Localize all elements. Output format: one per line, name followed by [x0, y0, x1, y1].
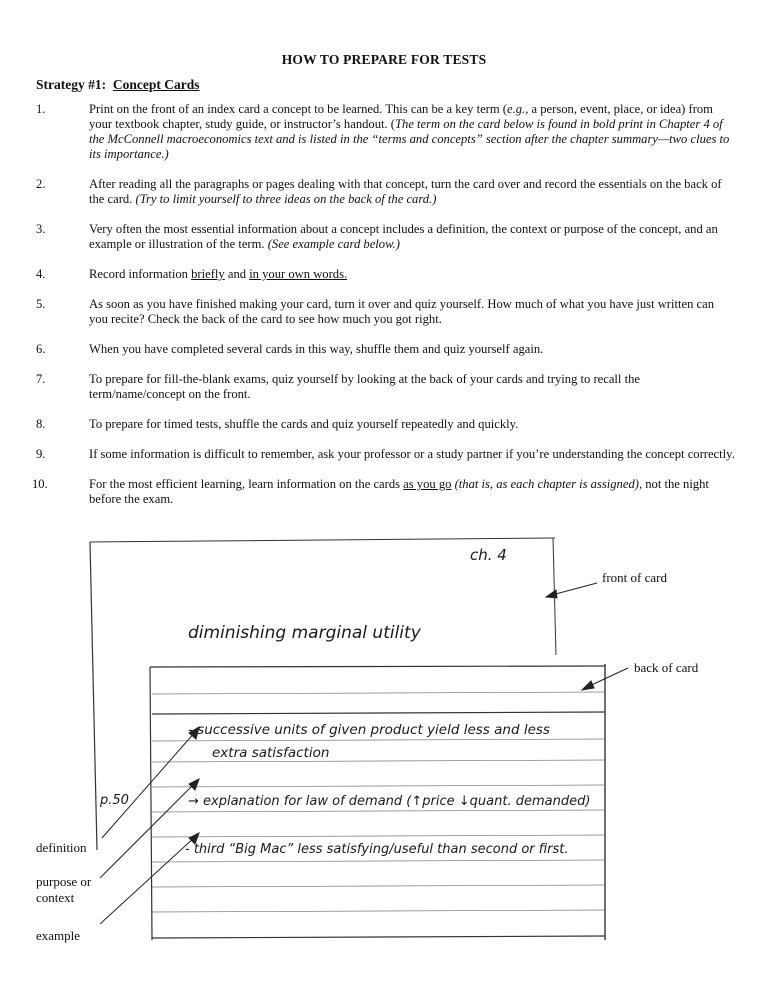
- step-italic: (See example card below.): [267, 237, 400, 251]
- step-text: If some information is difficult to remember, ask your professor or a study partner if you’re understanding the concept correctly.: [89, 447, 735, 461]
- strategy-prefix: Strategy #1:: [36, 77, 107, 92]
- step-underline: briefly: [191, 267, 225, 281]
- step-number: 10.: [32, 477, 48, 491]
- step-text: After reading all the paragraphs or pages dealing with that concept, turn the card over and record the essentials on the back of the card.: [89, 177, 722, 206]
- step-number: 1.: [36, 102, 46, 116]
- step-text: Record information: [89, 267, 192, 281]
- strategy-name: Concept Cards: [112, 77, 200, 92]
- step-underline: as you go: [403, 477, 452, 491]
- step-number: 2.: [36, 177, 46, 191]
- label-definition: definition: [36, 840, 87, 855]
- step-underline: in your own words.: [249, 267, 348, 281]
- step-text: As soon as you have finished making your card, turn it over and quiz yourself. How much of what you have just written can you recite? Check the back of the card to see how much you got right.: [89, 297, 714, 326]
- front-term: diminishing marginal utility: [188, 623, 421, 643]
- step-text: To prepare for timed tests, shuffle the cards and quiz yourself repeatedly and quickly.: [89, 417, 519, 431]
- label-context: context: [36, 890, 75, 905]
- back-line-example: - third “Big Mac” less satisfying/useful than second or first.: [185, 842, 569, 857]
- step-text: Very often the most essential information about a concept includes a definition, the context or purpose of the concept, and an example or illustration of the term.: [89, 222, 718, 251]
- step-text: To prepare for fill-the-blank exams, quiz yourself by looking at the back of your cards and trying to recall the term/name/concept on the front.: [89, 372, 640, 401]
- step-italic: (that is, as each chapter is assigned): [451, 477, 639, 491]
- label-purpose: purpose or: [36, 874, 92, 889]
- label-back-of-card: back of card: [634, 660, 699, 675]
- step-text: , not the night before the exam.: [89, 477, 709, 506]
- step-text: When you have completed several cards in this way, shuffle them and quiz yourself again.: [89, 342, 544, 356]
- step-number: 8.: [36, 417, 46, 431]
- back-line-definition-cont: extra satisfaction: [212, 745, 330, 761]
- step-text: For the most efficient learning, learn information on the cards: [89, 477, 404, 491]
- step-italic: The term on the card below is found in bold print in Chapter 4 of the McConnell macroeconomics text and is listed in the “terms and concepts” section after the chapter summary—two clues to its importance.): [89, 117, 730, 161]
- step-italic: e.g.: [507, 102, 526, 116]
- step-number: 7.: [36, 372, 46, 386]
- step-number: 9.: [36, 447, 46, 461]
- back-line-definition: - successive units of given product yield less and less: [188, 722, 550, 738]
- label-front-of-card: front of card: [602, 570, 667, 585]
- step-number: 6.: [36, 342, 46, 356]
- step-text: and: [224, 267, 250, 281]
- step-text: Print on the front of an index card a concept to be learned. This can be a key term (: [89, 102, 508, 116]
- page-reference: p.50: [100, 793, 129, 808]
- step-number: 4.: [36, 267, 46, 281]
- back-line-purpose: → explanation for law of demand (↑price ↓quant. demanded): [188, 794, 591, 809]
- step-text: , a person, event, place, or idea) from your textbook chapter, study guide, or instructor’s handout. (: [89, 102, 713, 131]
- label-example: example: [36, 928, 81, 943]
- step-number: 3.: [36, 222, 46, 236]
- step-number: 5.: [36, 297, 46, 311]
- front-chapter: ch. 4: [470, 546, 507, 564]
- page-title: HOW TO PREPARE FOR TESTS: [281, 52, 487, 67]
- step-italic: (Try to limit yourself to three ideas on the back of the card.): [135, 192, 437, 206]
